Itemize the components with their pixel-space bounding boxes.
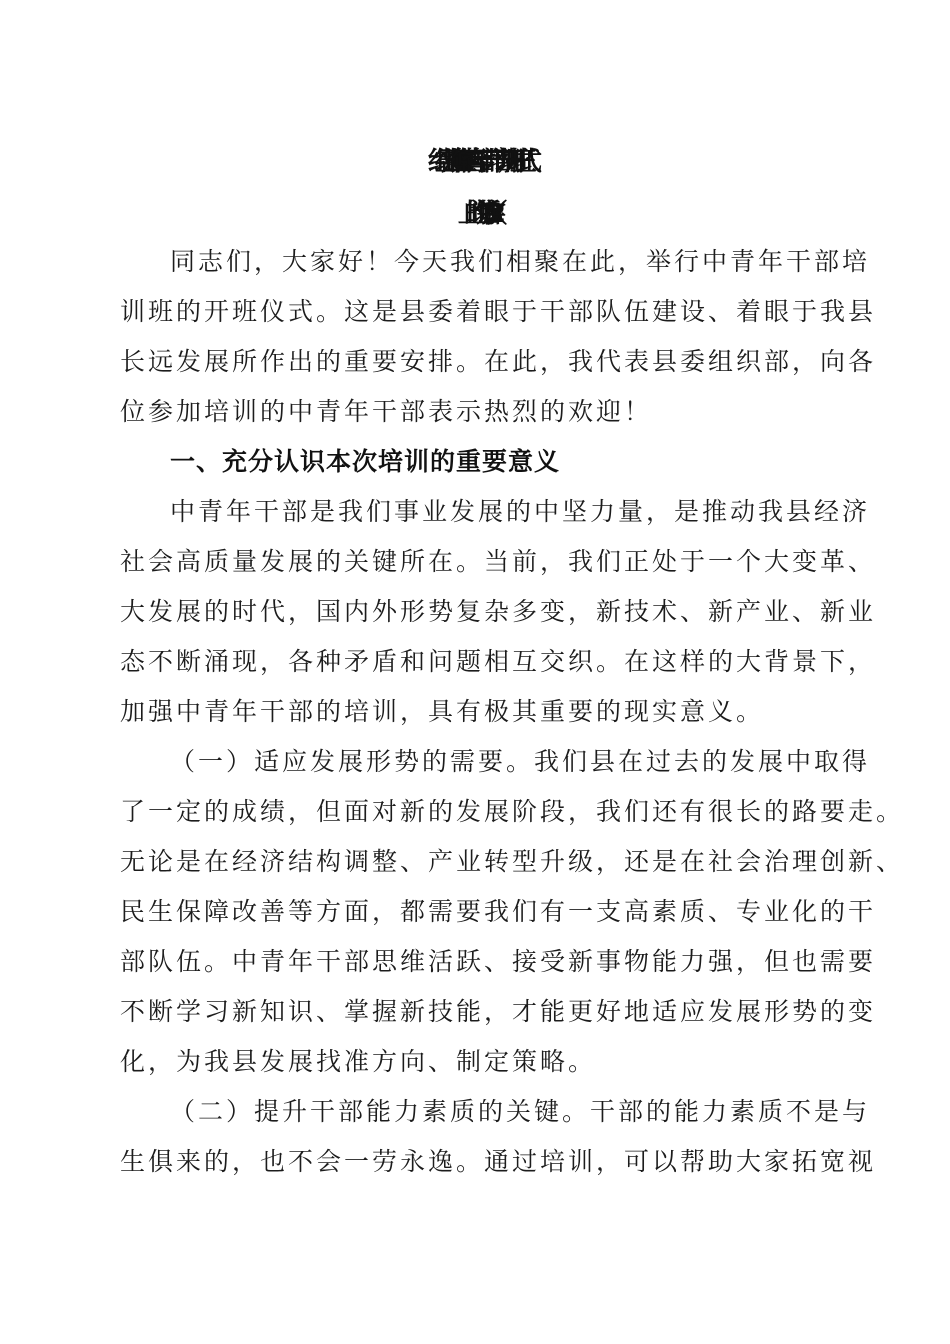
paragraph-3-line-3: 无论是在经济结构调整、产业转型升级，还是在社会治理创新、 <box>120 847 905 876</box>
paragraph-4-line-2: 生俱来的，也不会一劳永逸。通过培训，可以帮助大家拓宽视 <box>120 1147 877 1176</box>
paragraph-1-line-3: 长远发展所作出的重要安排。在此，我代表县委组织部，向各 <box>120 347 877 376</box>
paragraph-2-line-4: 态不断涌现，各种矛盾和问题相互交织。在这样的大背景下， <box>120 647 877 676</box>
paragraph-2-line-5: 加强中青年干部的培训，具有极其重要的现实意义。 <box>120 697 765 726</box>
paragraph-1-line-1: 同志们，大家好！今天我们相聚在此，举行中青年干部培 <box>170 247 871 276</box>
document-title-line-2: 上的讲话（2355字） <box>457 199 493 229</box>
paragraph-3-line-4: 民生保障改善等方面，都需要我们有一支高素质、专业化的干 <box>120 897 877 926</box>
paragraph-3-line-5: 部队伍。中青年干部思维活跃、接受新事物能力强，但也需要 <box>120 947 877 976</box>
paragraph-1-line-2: 训班的开班仪式。这是县委着眼于干部队伍建设、着眼于我县 <box>120 297 877 326</box>
paragraph-2-line-1: 中青年干部是我们事业发展的中坚力量，是推动我县经济 <box>170 497 871 526</box>
paragraph-3-line-7: 化，为我县发展找准方向、制定策略。 <box>120 1047 597 1076</box>
document-title-line-1: 组织部长在2024年中青年干部培训班开班式 <box>427 147 523 177</box>
paragraph-3-line-6: 不断学习新知识、掌握新技能，才能更好地适应发展形势的变 <box>120 997 877 1026</box>
paragraph-2-line-3: 大发展的时代，国内外形势复杂多变，新技术、新产业、新业 <box>120 597 877 626</box>
paragraph-2-line-2: 社会高质量发展的关键所在。当前，我们正处于一个大变革、 <box>120 547 877 576</box>
paragraph-3-line-1: （一）适应发展形势的需要。我们县在过去的发展中取得 <box>170 747 871 776</box>
paragraph-3-line-2: 了一定的成绩，但面对新的发展阶段，我们还有很长的路要走。 <box>120 797 905 826</box>
section-heading-1: 一、充分认识本次培训的重要意义 <box>170 447 561 476</box>
paragraph-1-line-4: 位参加培训的中青年干部表示热烈的欢迎！ <box>120 397 653 426</box>
paragraph-4-line-1: （二）提升干部能力素质的关键。干部的能力素质不是与 <box>170 1097 871 1126</box>
